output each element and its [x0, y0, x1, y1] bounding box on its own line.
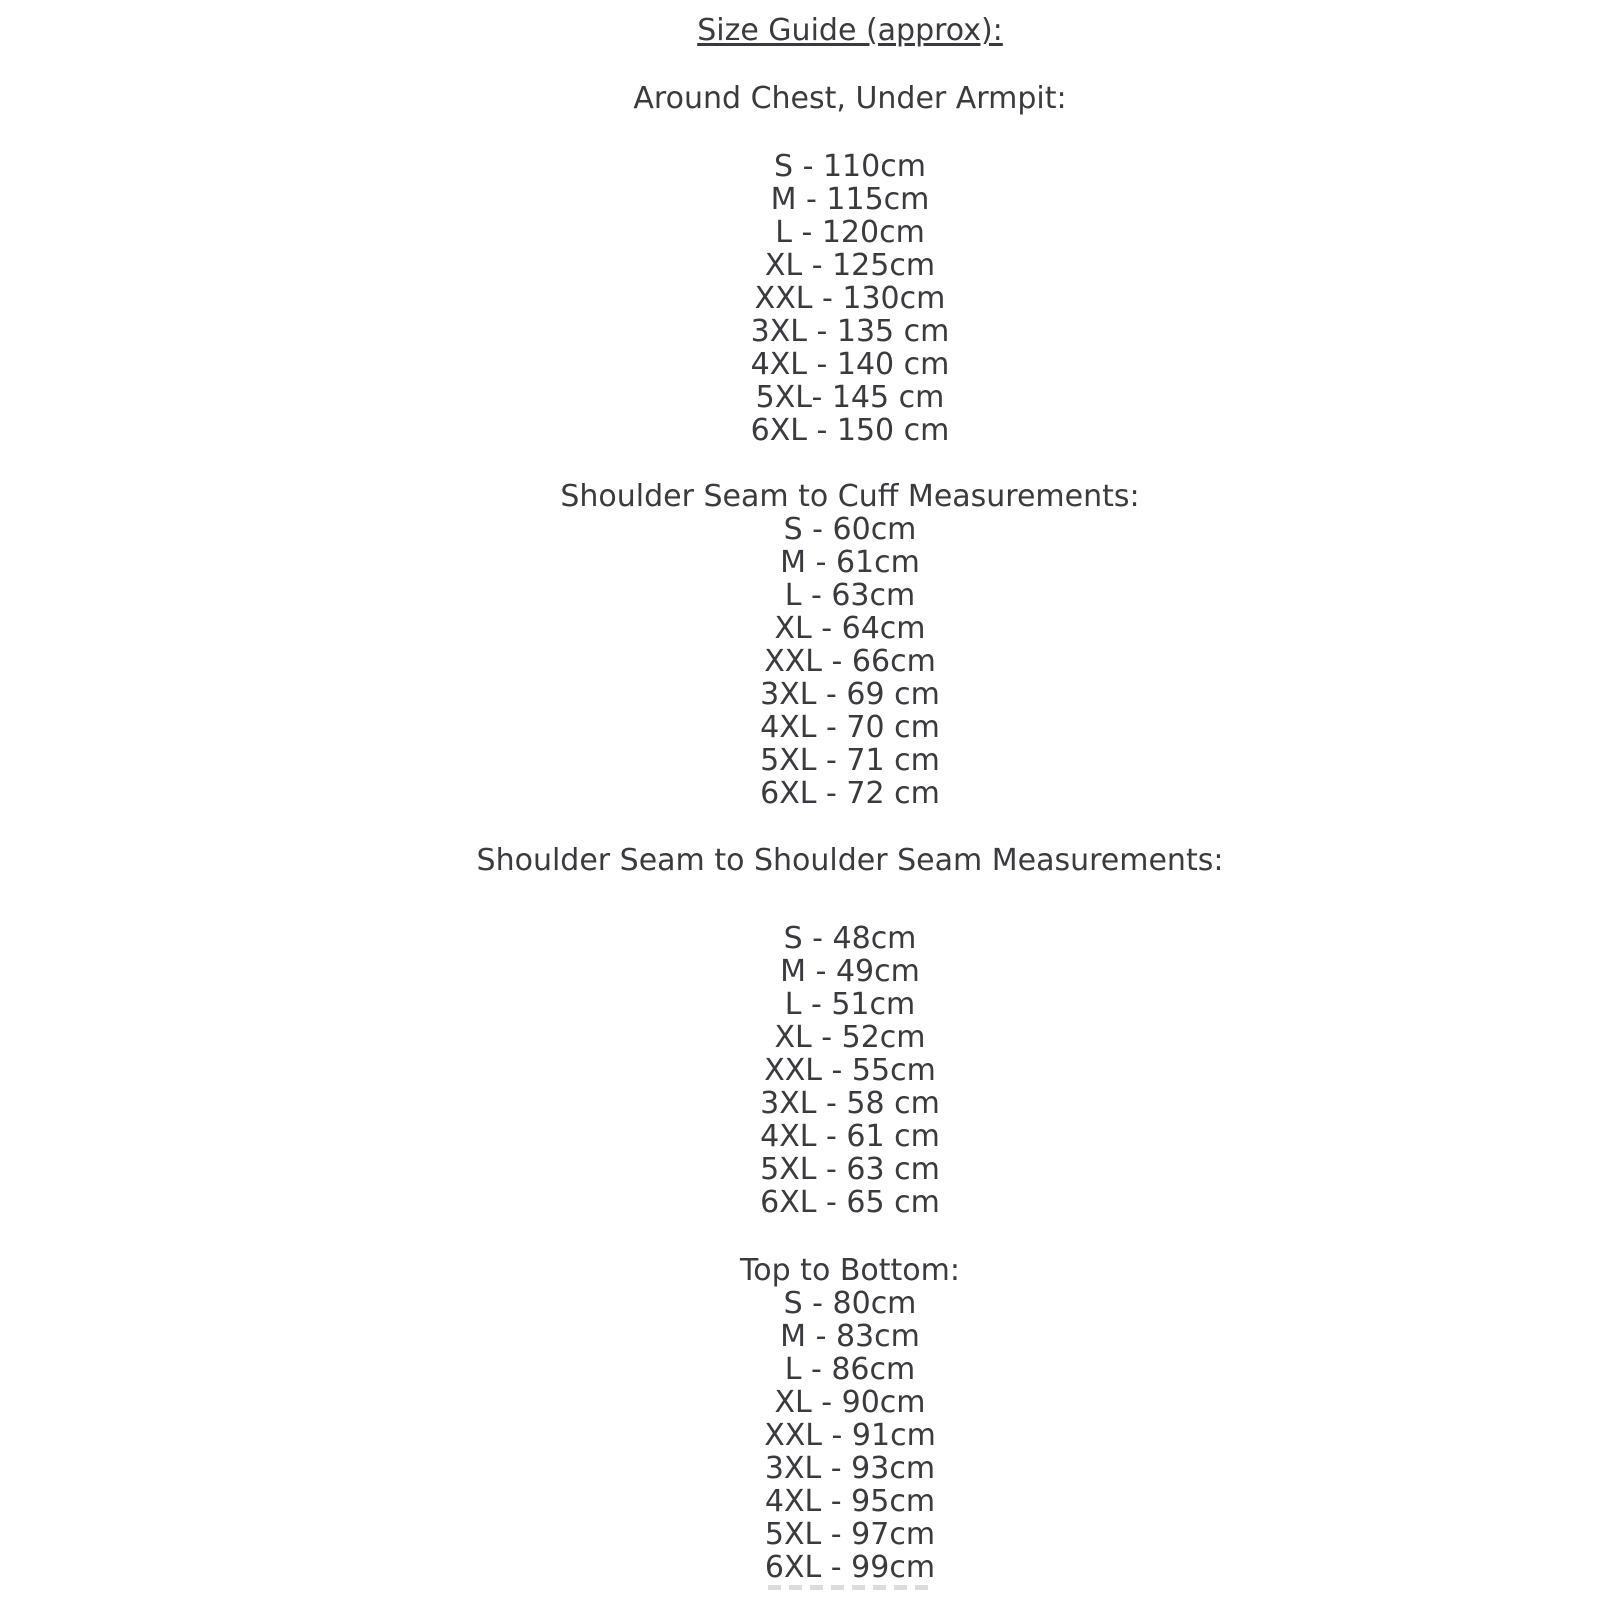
size-entry: S - 110cm [774, 149, 926, 184]
size-entry: M - 49cm [780, 954, 920, 989]
size-entry: XL - 90cm [774, 1385, 926, 1420]
section-heading-around-chest: Around Chest, Under Armpit: [633, 81, 1067, 116]
size-entry: XXL - 130cm [754, 281, 946, 316]
size-entry: 4XL - 70 cm [760, 710, 940, 745]
jpeg-ghost-line [768, 1585, 933, 1590]
size-entry: 4XL - 61 cm [760, 1119, 940, 1154]
size-entry: 5XL - 71 cm [760, 743, 940, 778]
size-entry: 5XL- 145 cm [755, 380, 945, 415]
size-entry: 5XL - 63 cm [760, 1152, 940, 1187]
section-heading-shoulder-to-shoulder: Shoulder Seam to Shoulder Seam Measurements: [476, 843, 1224, 878]
section-shoulder-to-shoulder [100, 844, 1600, 1219]
section-heading-top-to-bottom: Top to Bottom: [740, 1253, 960, 1288]
size-entry: M - 115cm [770, 182, 930, 217]
section-heading-shoulder-to-cuff: Shoulder Seam to Cuff Measurements: [560, 479, 1140, 514]
size-list-shoulder-to-cuff [100, 513, 1600, 810]
size-entry: 3XL - 58 cm [760, 1086, 940, 1121]
size-entry: 4XL - 95cm [764, 1484, 936, 1519]
size-list-around-chest [100, 150, 1600, 447]
size-entry: XL - 125cm [764, 248, 936, 283]
size-entry: XXL - 91cm [764, 1418, 936, 1453]
size-entry: XXL - 55cm [764, 1053, 936, 1088]
size-entry: XL - 64cm [774, 611, 926, 646]
size-entry: 6XL - 150 cm [750, 413, 950, 448]
section-shoulder-to-cuff [100, 480, 1600, 810]
size-entry: 3XL - 135 cm [750, 314, 950, 349]
size-guide-content [100, 14, 1600, 1590]
size-entry: 6XL - 72 cm [760, 776, 940, 811]
size-list-shoulder-to-shoulder [100, 922, 1600, 1219]
size-entry: 6XL - 65 cm [760, 1185, 940, 1220]
size-entry: L - 120cm [775, 215, 925, 250]
size-entry: 3XL - 69 cm [760, 677, 940, 712]
size-entry: S - 80cm [783, 1286, 917, 1321]
size-entry: S - 60cm [783, 512, 917, 547]
size-entry: 4XL - 140 cm [750, 347, 950, 382]
size-entry: 6XL - 99cm [764, 1550, 936, 1585]
section-around-chest [100, 82, 1600, 447]
size-entry: XXL - 66cm [764, 644, 936, 679]
size-list-top-to-bottom [100, 1287, 1600, 1584]
size-entry: M - 83cm [780, 1319, 920, 1354]
size-entry: 5XL - 97cm [764, 1517, 936, 1552]
size-entry: 3XL - 93cm [764, 1451, 936, 1486]
size-entry: L - 86cm [784, 1352, 916, 1387]
size-entry: M - 61cm [780, 545, 920, 580]
page-title: Size Guide (approx): [697, 13, 1003, 48]
size-entry: L - 51cm [784, 987, 916, 1022]
section-top-to-bottom [100, 1254, 1600, 1590]
size-entry: XL - 52cm [774, 1020, 926, 1055]
size-entry: S - 48cm [783, 921, 917, 956]
size-entry: L - 63cm [784, 578, 916, 613]
